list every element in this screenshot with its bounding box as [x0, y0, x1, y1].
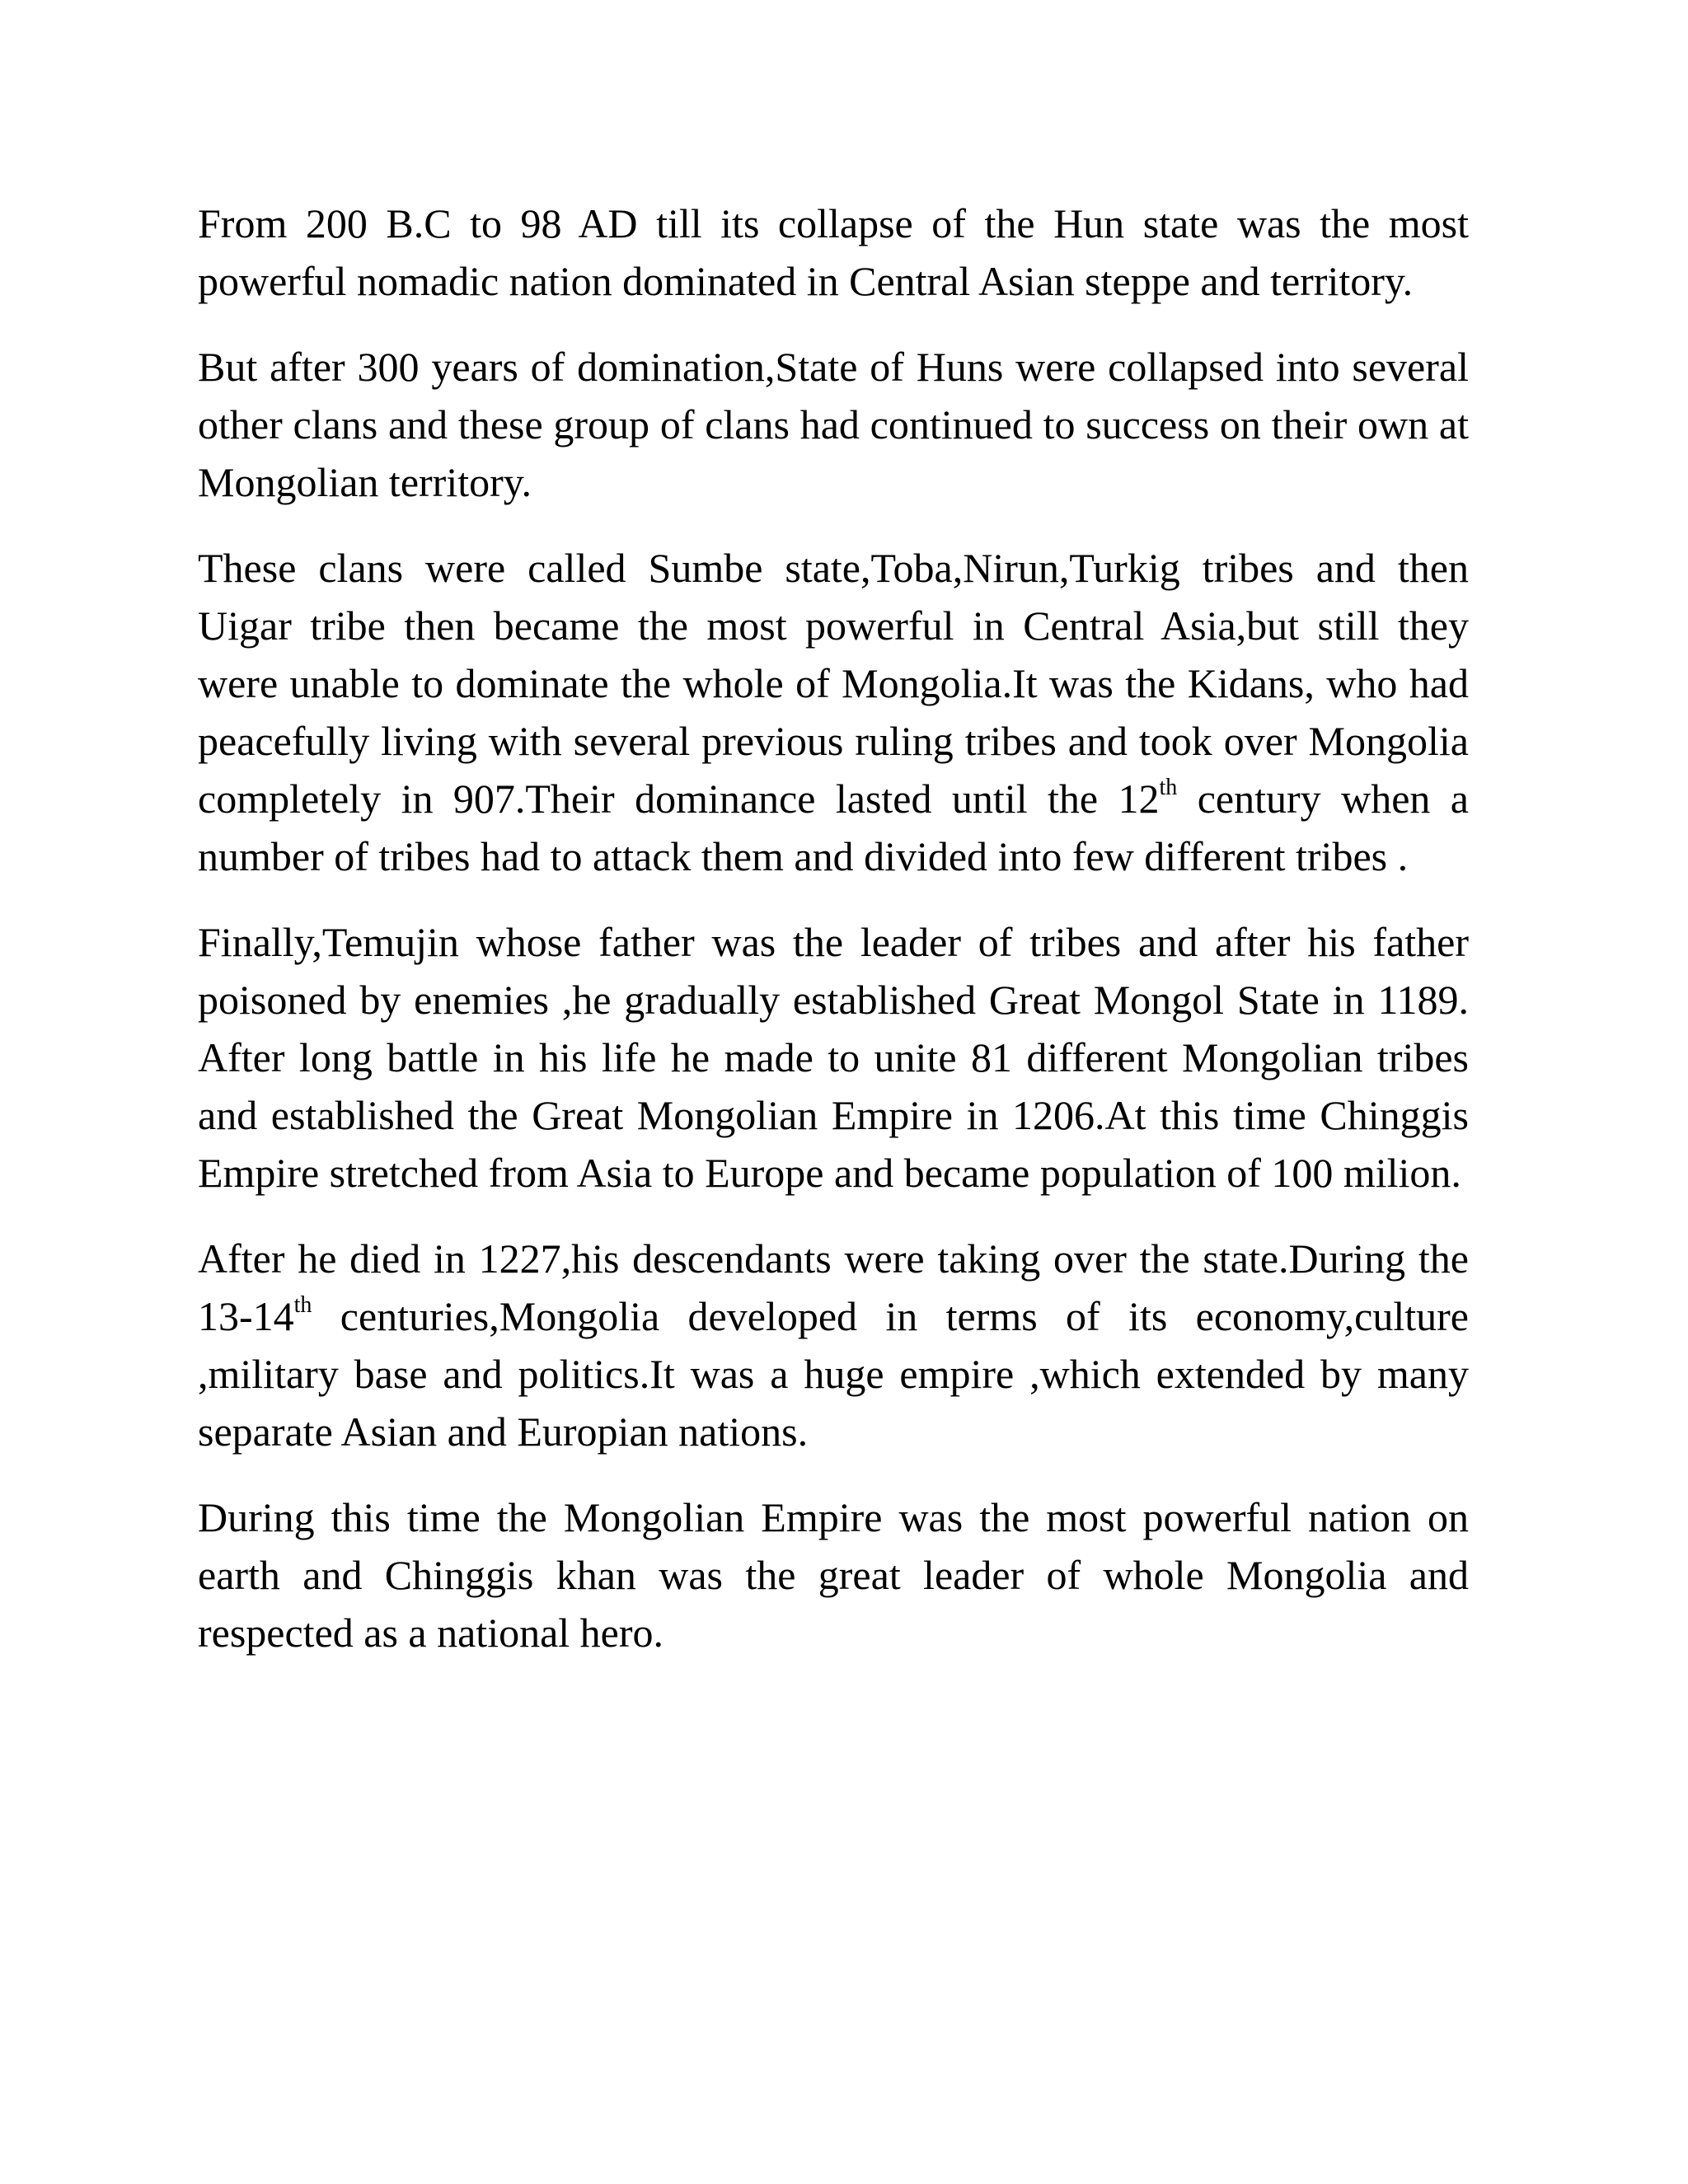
paragraph-text: After he died in 1227,his descendants were taking over the state.During the 13-14: [198, 1235, 1469, 1339]
paragraph-text: century when a number of tribes had to attack them and divided into few different tribes .: [198, 776, 1470, 879]
paragraph-descendants: [198, 1230, 1469, 1460]
paragraph-text: centuries,Mongolia developed in terms of its economy,culture ,military base and politics.It was a huge empire ,which extended by many separate Asian and Europian nations.: [198, 1293, 1469, 1455]
paragraph-text: During this time the Mongolian Empire was the most powerful nation on earth and Chinggis khan was the great leader of whole Mongolia and respected as a national hero.: [198, 1494, 1469, 1656]
paragraph-hun-state: [198, 194, 1469, 310]
document-body: [198, 194, 1469, 1690]
paragraph-text: From 200 B.C to 98 AD till its collapse of the Hun state was the most powerful nomadic nation dominated in Central Asian steppe and territory.: [198, 200, 1469, 304]
paragraph-huns-collapse: [198, 338, 1469, 511]
ordinal-superscript: th: [293, 1292, 312, 1318]
paragraph-text: These clans were called Sumbe state,Toba,Nirun,Turkig tribes and then Uigar tribe then became the most powerful in Central Asia,but still they were unable to dominate the whole of Mongolia.It was the Kidans, who had peacefully living with several previous ruling tribes and took over Mongolia completely in 907.Their dominance lasted until the 12: [198, 545, 1469, 822]
paragraph-clans: [198, 539, 1469, 885]
paragraph-mongolian-empire: [198, 1488, 1469, 1661]
paragraph-temujin: [198, 913, 1469, 1202]
paragraph-text: Finally,Temujin whose father was the leader of tribes and after his father poisoned by enemies ,he gradually established Great Mongol State in 1189. After long battle in his life he made to unite 81 different Mongolian tribes and established the Great Mongolian Empire in 1206.At this time Chinggis Empire stretched from Asia to Europe and became population of 100 milion.: [198, 919, 1469, 1196]
paragraph-text: But after 300 years of domination,State of Huns were collapsed into several other clans and these group of clans had continued to success on their own at Mongolian territory.: [198, 344, 1469, 505]
ordinal-superscript: th: [1159, 775, 1178, 800]
